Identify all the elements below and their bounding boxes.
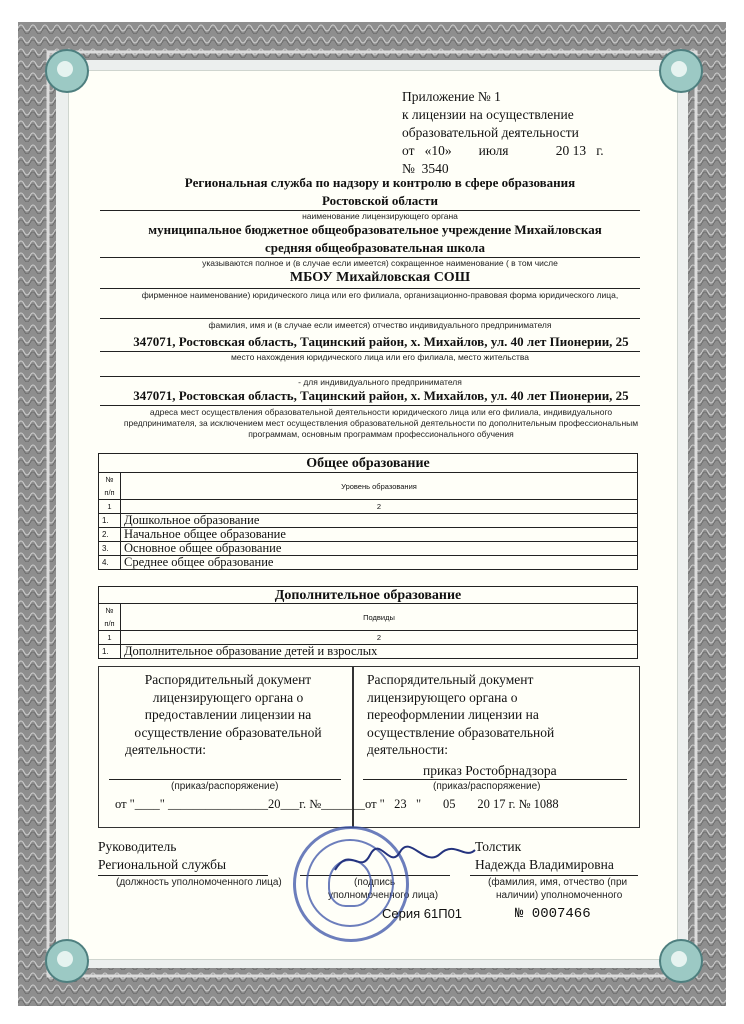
signer-position <box>98 838 226 874</box>
column-index: 1 <box>99 631 121 645</box>
divider <box>98 875 268 876</box>
issuance-order-box <box>98 666 365 828</box>
column-index: 2 <box>121 631 638 645</box>
row-level: Основное общее образование <box>121 542 638 556</box>
table-row <box>99 645 638 659</box>
row-number: 1. <box>99 514 121 528</box>
handwritten-signature <box>330 840 480 880</box>
text-line: лицензирующего органа о <box>367 689 518 705</box>
column-header-num: № п/п <box>99 473 121 500</box>
table-title: Дополнительное образование <box>99 587 638 604</box>
divider <box>363 779 627 780</box>
appendix-line: к лицензии на осуществление <box>402 107 574 122</box>
corner-rosette-icon <box>646 926 712 992</box>
ip-caption-2: - для индивидуального предпринимателя <box>298 377 462 387</box>
address-caption: место нахождения юридического лица или его филиала, место жительства <box>230 352 530 362</box>
row-level: Начальное общее образование <box>121 528 638 542</box>
column-index: 1 <box>99 500 121 514</box>
divider <box>109 779 341 780</box>
text-line: Распорядительный документ <box>367 672 534 687</box>
corner-rosette-icon <box>32 36 98 102</box>
form-number: № 0007466 <box>515 906 591 922</box>
table-row <box>99 528 638 542</box>
text-line: осуществление образовательной <box>134 724 322 740</box>
name-caption-cont: наличии) уполномоченного <box>496 890 623 901</box>
column-index: 2 <box>121 500 638 514</box>
activity-caption-2: предпринимателя, за исключением мест осуществления образовательной деятельности по дополнительным профессиональным <box>123 418 639 428</box>
appendix-line: образовательной деятельности <box>402 125 579 140</box>
authority-name: Региональная служба по надзору и контролю в сфере образования <box>184 175 576 190</box>
order-caption: (приказ/распоряжение) <box>171 781 279 792</box>
row-number: 2. <box>99 528 121 542</box>
org-short-caption: фирменное наименование) юридического лица или его филиала, организационно-правовая форма юридического лица, <box>141 290 619 300</box>
form-series: Серия 61П01 <box>382 906 463 921</box>
org-short-name: МБОУ Михайловская СОШ <box>289 270 471 285</box>
text-line: Региональной службы <box>98 857 227 872</box>
additional-education-table <box>98 586 638 659</box>
org-full-name-cont: средняя общеобразовательная школа <box>265 240 485 255</box>
text-line: Руководитель <box>98 839 177 854</box>
org-address: 347071, Ростовская область, Тацинский район, х. Михайлов, ул. 40 лет Пионерии, 25 <box>133 334 629 349</box>
text-line: осуществление образовательной <box>367 724 555 740</box>
divider <box>100 318 640 319</box>
appendix-license-number: № 3540 <box>402 161 449 176</box>
row-number: 4. <box>99 556 121 570</box>
signer-name <box>475 838 614 874</box>
reissue-order-box <box>352 666 640 828</box>
row-number: 3. <box>99 542 121 556</box>
org-name-caption: указываются полное и (в случае если имеется) сокращенное наименование ( в том числе <box>202 258 558 268</box>
column-header-level: Уровень образования <box>121 473 638 500</box>
divider <box>100 405 640 406</box>
text-line: Надежда Владимировна <box>475 857 614 872</box>
text-line: лицензирующего органа о <box>152 689 304 705</box>
appendix-number: Приложение № 1 <box>402 89 501 104</box>
row-level: Дошкольное образование <box>121 514 638 528</box>
table-row <box>99 542 638 556</box>
row-subtype: Дополнительное образование детей и взрослых <box>121 645 638 659</box>
signature-caption-cont: уполномоченного лица) <box>328 890 439 901</box>
table-title: Общее образование <box>99 454 638 473</box>
text-line: Толстик <box>475 839 522 854</box>
reissue-order-type: приказ Ростобрнадзора <box>423 763 557 778</box>
issuance-order-text <box>113 671 343 759</box>
order-caption: (приказ/распоряжение) <box>433 781 541 792</box>
issuance-order-date: от "____" ________________20___г. №_______ <box>115 797 365 811</box>
activity-caption-1: адреса мест осуществления образовательной деятельности юридического лица или его филиала, индивидуального <box>149 407 613 417</box>
text-line: Распорядительный документ <box>144 672 312 687</box>
position-caption: (должность уполномоченного лица) <box>116 877 282 888</box>
signature-caption: (подпись <box>354 877 396 888</box>
table-row <box>99 556 638 570</box>
column-header-subtype: Подвиды <box>121 604 638 631</box>
divider <box>470 875 638 876</box>
column-header-num: № п/п <box>99 604 121 631</box>
text-line: деятельности: <box>367 742 449 757</box>
org-full-name: муниципальное бюджетное общеобразовательное учреждение Михайловская <box>148 222 602 237</box>
appendix-header <box>402 88 652 178</box>
general-education-table <box>98 453 638 570</box>
appendix-date: от «10» июля 20 13 г. <box>402 143 604 158</box>
text-line: деятельности: <box>125 742 207 757</box>
ip-caption: фамилия, имя и (в случае если имеется) отчество индивидуального предпринимателя <box>208 320 552 330</box>
corner-rosette-icon <box>646 36 712 102</box>
authority-caption: наименование лицензирующего органа <box>302 211 458 221</box>
table-row <box>99 514 638 528</box>
text-line: предоставлении лицензии на <box>144 707 312 722</box>
corner-rosette-icon <box>32 926 98 992</box>
text-line: переоформлении лицензии на <box>367 707 539 722</box>
name-caption: (фамилия, имя, отчество (при <box>488 877 628 888</box>
activity-caption-3: программам, основным программам профессионального обучения <box>248 429 514 439</box>
activity-address: 347071, Ростовская область, Тацинский район, х. Михайлов, ул. 40 лет Пионерии, 25 <box>133 388 629 403</box>
authority-region: Ростовской области <box>322 193 438 208</box>
row-number: 1. <box>99 645 121 659</box>
reissue-order-date: от " 23 " 05 20 17 г. № 1088 <box>365 797 559 811</box>
reissue-order-text <box>367 671 627 759</box>
divider <box>100 288 640 289</box>
row-level: Среднее общее образование <box>121 556 638 570</box>
